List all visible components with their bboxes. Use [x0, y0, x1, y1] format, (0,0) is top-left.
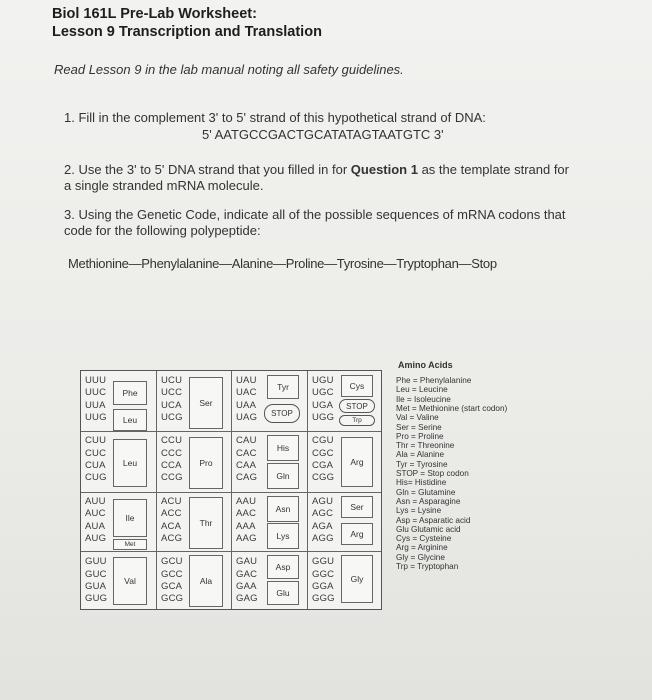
amino-acid-key-line: Lys = Lysine [396, 506, 442, 516]
codon: UAC [236, 387, 257, 398]
aa-stop: STOP [339, 399, 375, 413]
amino-acid-key-line: Glu Glutamic acid [396, 524, 461, 534]
amino-acid-key-line: His= Histidine [396, 478, 447, 488]
codon: GGC [312, 569, 335, 580]
instruction-text: Read Lesson 9 in the lab manual noting all safety guidelines. [54, 62, 404, 77]
aa-ile: Ile [113, 499, 147, 537]
codon: UAU [236, 375, 257, 386]
amino-acid-key-line: Tyr = Tyrosine [396, 459, 448, 469]
worksheet-title: Biol 161L Pre-Lab Worksheet: [52, 6, 257, 22]
table-divider [81, 551, 381, 552]
codon: GAA [236, 581, 257, 592]
codon: GUU [85, 556, 107, 567]
codon: AUA [85, 521, 106, 532]
codon: GCA [161, 581, 183, 592]
aa-glu: Glu [267, 581, 299, 605]
codon: UUA [85, 400, 106, 411]
question-2-ref: Question 1 [350, 162, 418, 177]
codon: CUC [85, 448, 107, 459]
codon: UGA [312, 400, 334, 411]
codon: UUG [85, 412, 107, 423]
codon: UGU [312, 375, 334, 386]
codon: CGA [312, 460, 334, 471]
codon: UUU [85, 375, 107, 386]
aa-ala: Ala [189, 555, 223, 607]
amino-acid-key-line: Ile = Isoleucine [396, 394, 451, 404]
codon: AUG [85, 533, 107, 544]
codon: CCU [161, 435, 183, 446]
dna-strand: 5' AATGCCGACTGCATATAGTAATGTC 3' [202, 127, 444, 142]
codon: AGU [312, 496, 334, 507]
codon: GUA [85, 581, 107, 592]
aa-arg: Arg [341, 437, 373, 487]
codon: CUA [85, 460, 106, 471]
codon: ACC [161, 508, 182, 519]
codon: CUU [85, 435, 107, 446]
codon: GGU [312, 556, 335, 567]
codon: GAU [236, 556, 258, 567]
amino-acid-key-line: Cys = Cysteine [396, 534, 452, 544]
aa-stop: STOP [264, 404, 300, 423]
polypeptide-sequence: Methionine—Phenylalanine—Alanine—Proline—Tyrosine—Tryptophan—Stop [68, 256, 497, 271]
codon: GCG [161, 593, 184, 604]
codon: CGC [312, 448, 334, 459]
codon: AUU [85, 496, 106, 507]
codon: CCG [161, 472, 183, 483]
codon: CUG [85, 472, 107, 483]
codon: GGA [312, 581, 334, 592]
codon: GUC [85, 569, 107, 580]
question-3-line2: code for the following polypeptide: [64, 223, 261, 238]
codon: AAC [236, 508, 257, 519]
codon: ACU [161, 496, 182, 507]
codon: GUG [85, 593, 108, 604]
codon: GAG [236, 593, 258, 604]
codon: CCC [161, 448, 183, 459]
codon: UGG [312, 412, 335, 423]
aa-phe: Phe [113, 381, 147, 405]
amino-acids-key-title: Amino Acids [398, 360, 453, 370]
aa-ser: Ser [341, 496, 373, 518]
codon: UAG [236, 412, 258, 423]
amino-acid-key-line: Val = Valine [396, 413, 439, 423]
amino-acid-key-line: Trp = Tryptophan [396, 562, 459, 571]
codon: AGC [312, 508, 334, 519]
table-divider [156, 371, 157, 609]
question-2 [64, 162, 569, 177]
codon: CAU [236, 435, 257, 446]
codon: UGC [312, 387, 334, 398]
aa-leu: Leu [113, 409, 147, 431]
codon: AAA [236, 521, 256, 532]
table-divider [231, 371, 232, 609]
amino-acid-key-line: Arg = Arginine [396, 543, 448, 553]
codon: ACA [161, 521, 182, 532]
worksheet-subtitle: Lesson 9 Transcription and Translation [52, 24, 322, 40]
codon: CGG [312, 472, 335, 483]
codon: UCA [161, 400, 182, 411]
question-3: 3. Using the Genetic Code, indicate all of the possible sequences of mRNA codons that [64, 207, 566, 222]
amino-acid-key-line: Asp = Asparatic acid [396, 515, 471, 525]
aa-trp: Trp [339, 415, 375, 426]
aa-gln: Gln [267, 463, 299, 489]
aa-gly: Gly [341, 555, 373, 603]
codon: CAA [236, 460, 257, 471]
amino-acid-key-line: Ala = Alanine [396, 450, 445, 460]
aa-asn: Asn [267, 496, 299, 522]
codon: GGG [312, 593, 335, 604]
aa-leu: Leu [113, 439, 147, 487]
codon: CCA [161, 460, 182, 471]
aa-pro: Pro [189, 437, 223, 489]
aa-lys: Lys [267, 523, 299, 549]
aa-cys: Cys [341, 375, 373, 397]
codon: UCU [161, 375, 183, 386]
aa-his: His [267, 435, 299, 461]
genetic-code-table [80, 370, 382, 610]
question-2-text-a: 2. Use the 3' to 5' DNA strand that you filled in for [64, 162, 351, 177]
codon: AGG [312, 533, 334, 544]
codon: ACG [161, 533, 183, 544]
amino-acid-key-line: Gly = Glycine [396, 552, 445, 562]
question-1: 1. Fill in the complement 3' to 5' strand of this hypothetical strand of DNA: [64, 110, 486, 125]
aa-asp: Asp [267, 555, 299, 579]
codon: UAA [236, 400, 257, 411]
amino-acid-key-line: Leu = Leucine [396, 385, 448, 395]
codon: CAC [236, 448, 257, 459]
amino-acid-key-line: Pro = Proline [396, 431, 444, 441]
codon: GCU [161, 556, 183, 567]
codon: CAG [236, 472, 258, 483]
codon: AAG [236, 533, 257, 544]
codon: UCG [161, 412, 183, 423]
codon: UUC [85, 387, 107, 398]
codon: UCC [161, 387, 183, 398]
amino-acid-key-line: Met = Methionine (start codon) [396, 403, 508, 413]
amino-acid-key-line: Phe = Phenylalanine [396, 376, 472, 385]
aa-ser: Ser [189, 377, 223, 429]
codon: GCC [161, 569, 183, 580]
codon: AUC [85, 508, 106, 519]
table-divider [307, 371, 308, 609]
aa-tyr: Tyr [267, 375, 299, 399]
aa-arg: Arg [341, 523, 373, 545]
amino-acid-key-line: Gln = Glutamine [396, 487, 456, 497]
table-divider [81, 492, 381, 493]
aa-val: Val [113, 557, 147, 605]
amino-acid-key-line: STOP = Stop codon [396, 469, 469, 478]
codon: AAU [236, 496, 257, 507]
question-2-text-b: as the template strand for [417, 162, 569, 177]
codon: GAC [236, 569, 258, 580]
codon: AGA [312, 521, 333, 532]
table-divider [81, 431, 381, 432]
amino-acid-key-line: Asn = Asparagine [396, 496, 461, 506]
aa-met: Met [113, 539, 147, 550]
question-2-line2: a single stranded mRNA molecule. [64, 178, 264, 193]
amino-acid-key-line: Ser = Serine [396, 422, 442, 432]
aa-thr: Thr [189, 497, 223, 549]
codon: CGU [312, 435, 334, 446]
amino-acid-key-line: Thr = Threonine [396, 441, 455, 451]
